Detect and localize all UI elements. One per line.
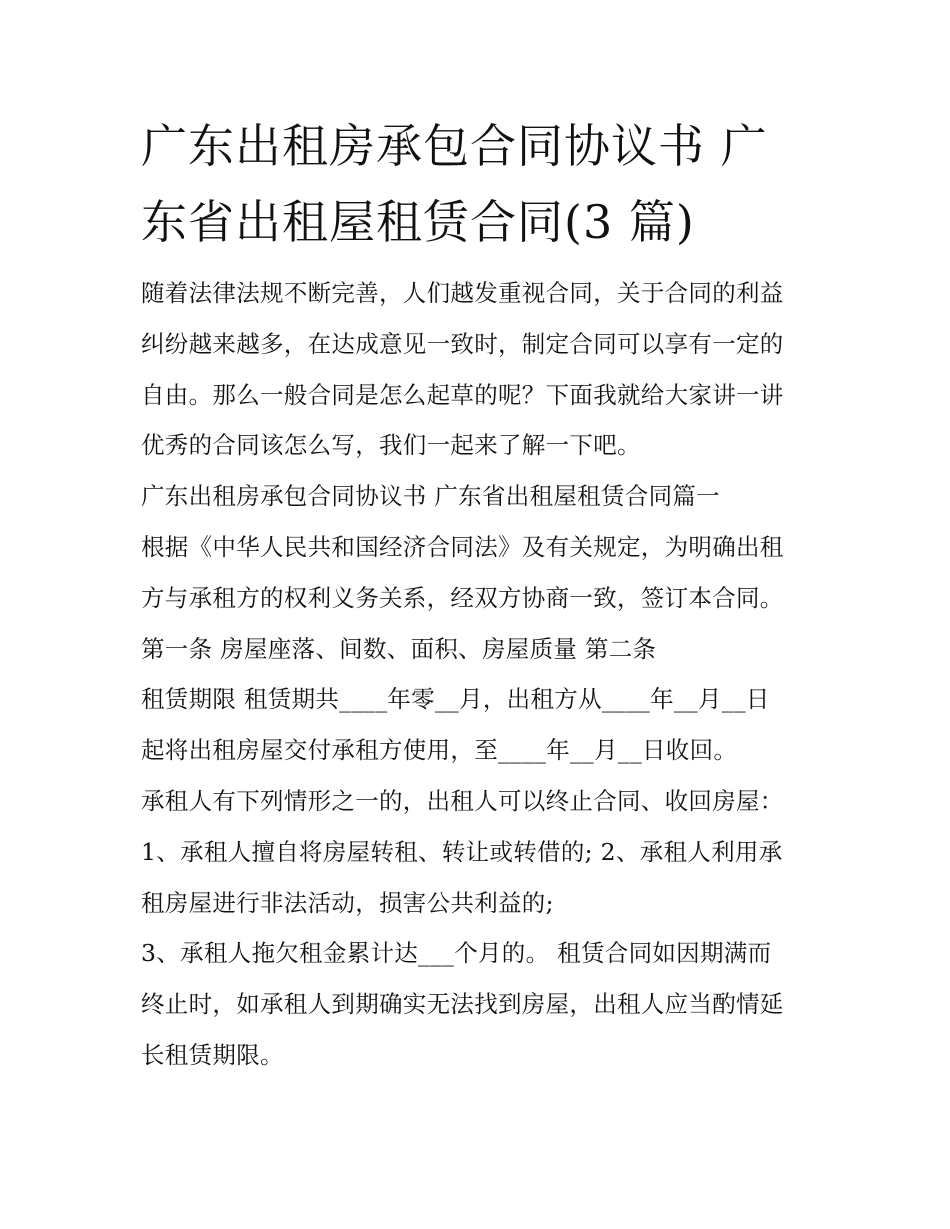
body-line: 租赁期限 租赁期共____年零__月，出租方从____年__月__日 [141, 685, 770, 714]
body-line: 起将出租房屋交付承租方使用，至____年__月__日收回。 [141, 736, 738, 765]
document-body [141, 268, 821, 1081]
body-line: 方与承租方的权利义务关系，经双方协商一致，签订本合同。 [141, 583, 784, 612]
section-heading: 广东出租房承包合同协议书 广东省出租屋租赁合同篇一 [141, 482, 720, 511]
body-line: 3、承租人拖欠租金累计达___个月的。 租赁合同如因期满而 [141, 939, 772, 968]
body-line: 租房屋进行非法活动，损害公共利益的; [141, 888, 554, 917]
body-line: 纠纷越来越多，在达成意见一致时，制定合同可以享有一定的 [141, 329, 784, 358]
body-line: 长租赁期限。 [141, 1040, 284, 1069]
title-line-2: 东省出租屋租赁合同(3 篇) [141, 195, 695, 249]
document-content [141, 108, 821, 1081]
body-line: 终止时，如承租人到期确实无法找到房屋，出租人应当酌情延 [141, 990, 784, 1019]
body-line: 1、承租人擅自将房屋转租、转让或转借的; 2、承租人利用承 [141, 837, 783, 866]
body-line: 随着法律法规不断完善，人们越发重视合同，关于合同的利益 [141, 279, 784, 307]
body-line: 优秀的合同该怎么写，我们一起来了解一下吧。 [141, 431, 641, 460]
body-line: 承租人有下列情形之一的，出租人可以终止合同、收回房屋： [141, 786, 784, 815]
document-title [141, 108, 821, 260]
body-line: 根据《中华人民共和国经济合同法》及有关规定，为明确出租 [141, 532, 784, 561]
title-line-1: 广东出租房承包合同协议书 广 [141, 119, 768, 173]
body-line: 自由。那么一般合同是怎么起草的呢？下面我就给大家讲一讲 [141, 380, 784, 409]
body-line: 第一条 房屋座落、间数、面积、房屋质量 第二条 [141, 634, 657, 663]
